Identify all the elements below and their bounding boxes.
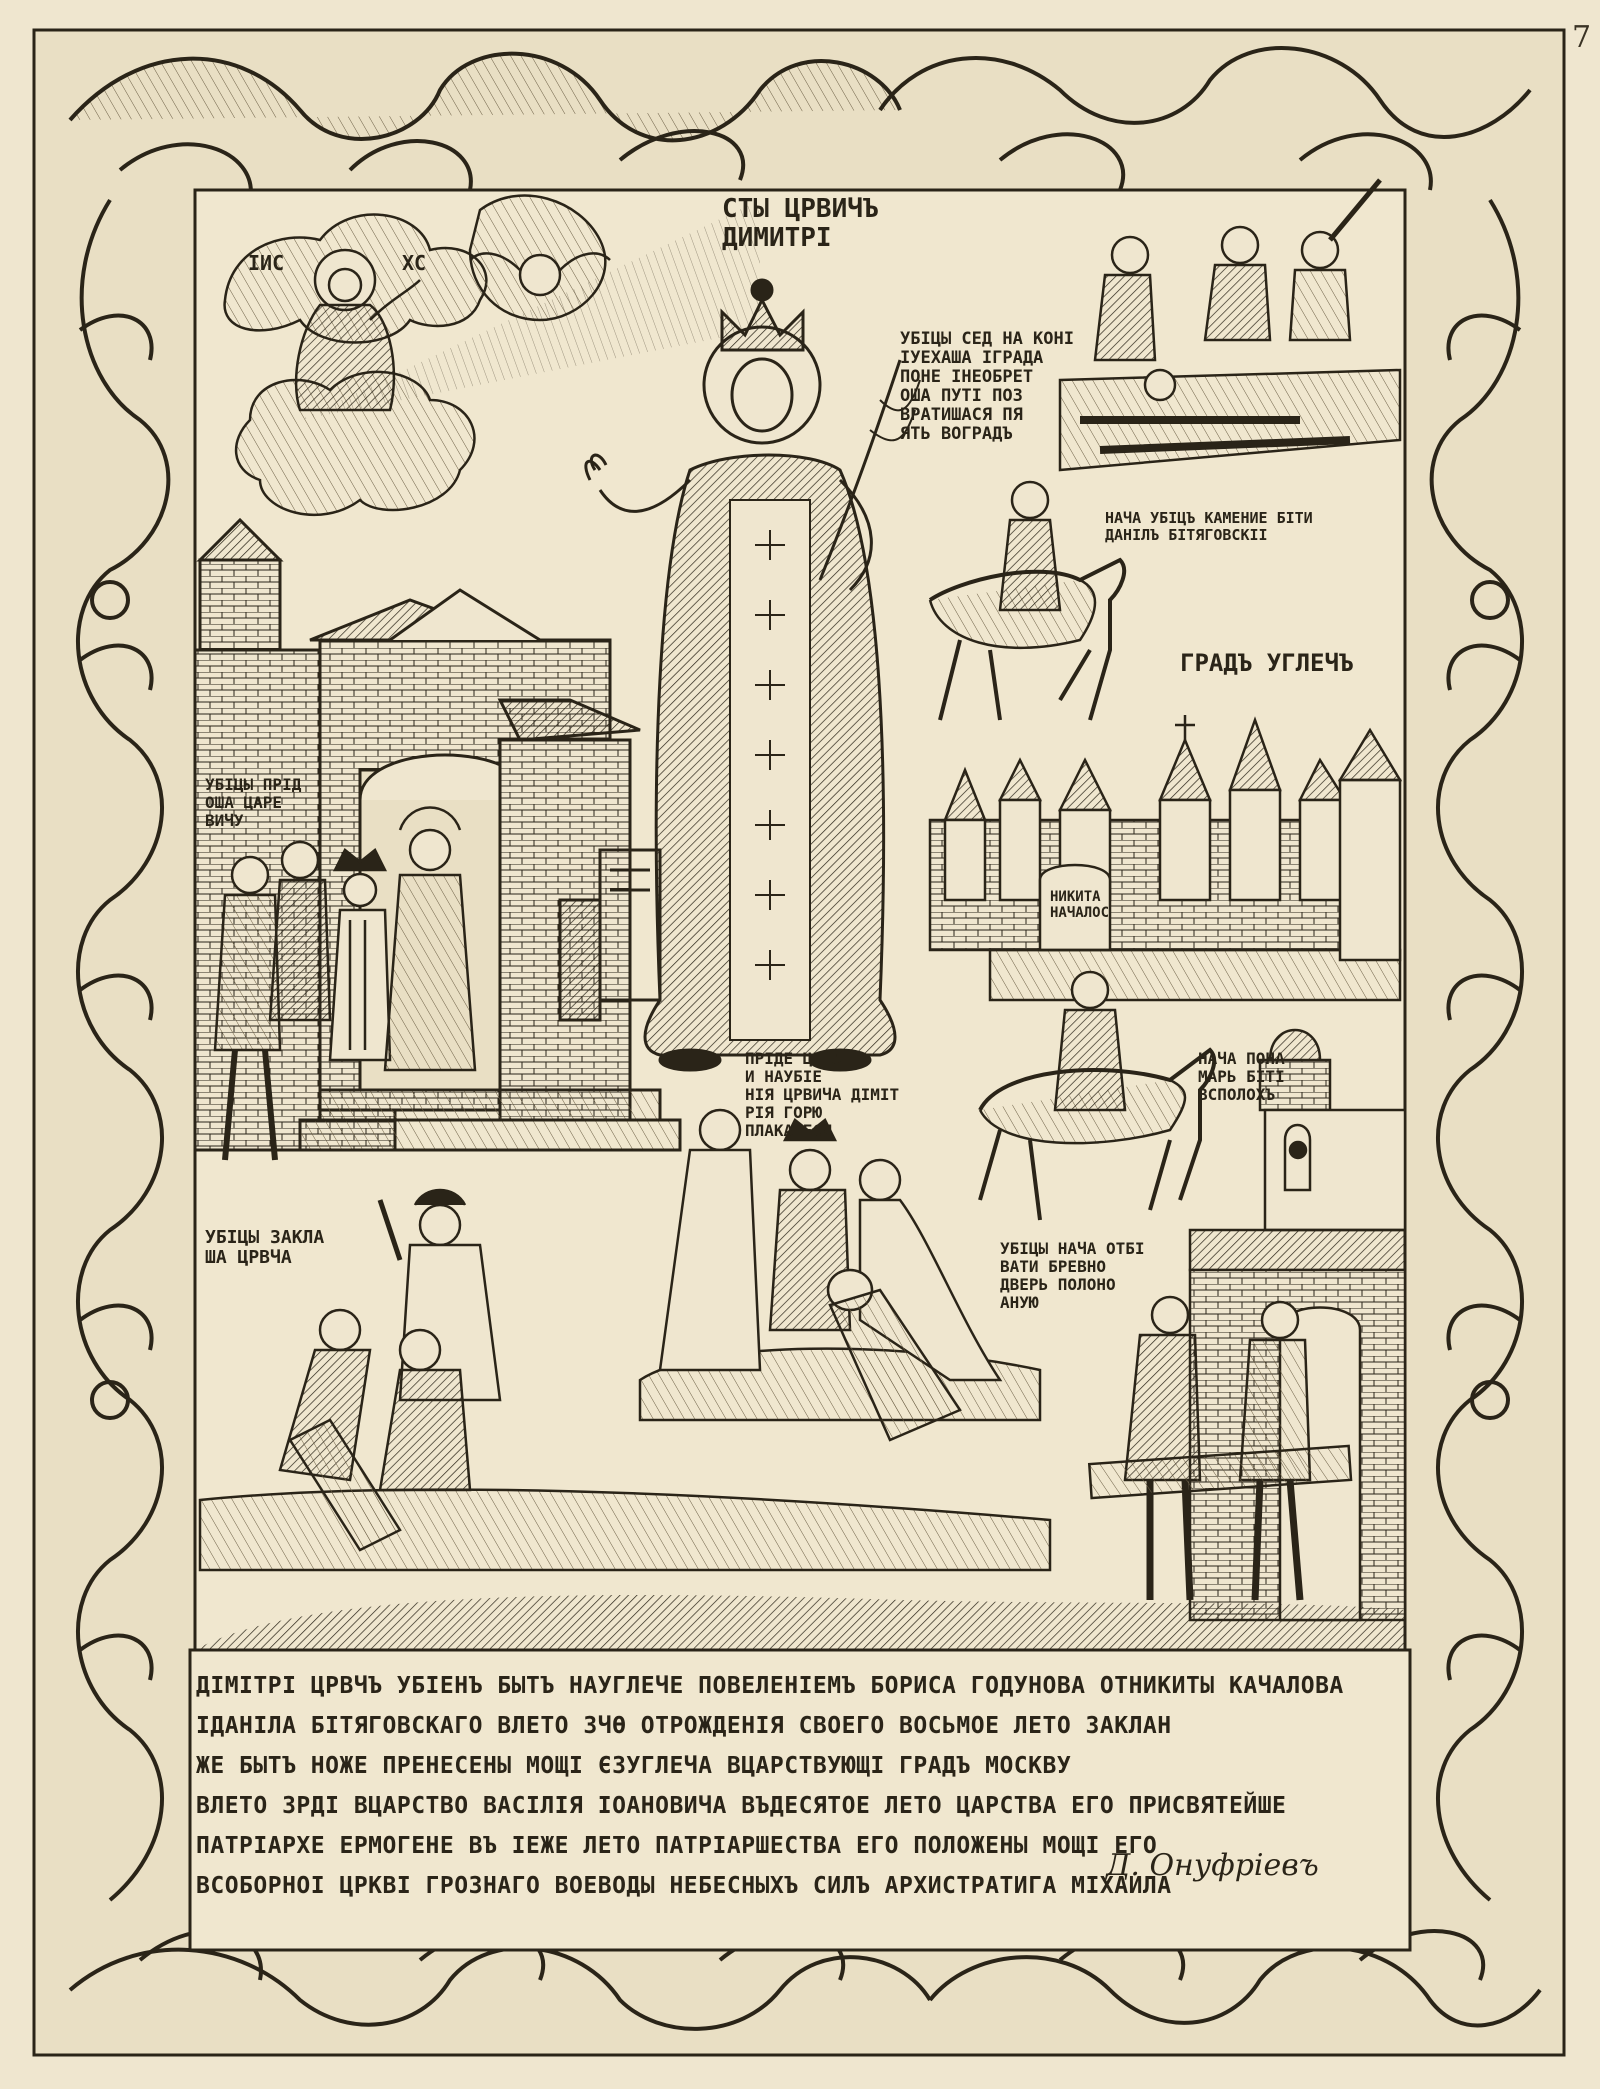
christ-monogram-right: ХС bbox=[402, 251, 427, 275]
saint-title: СТЫ ЦРВИЧЪ ДИМИТРІ bbox=[722, 194, 879, 254]
page-number: 7 bbox=[1572, 20, 1592, 55]
caption-line: ВЛЕТО ЗРДІ ВЦАРСТВО ВАСІЛІЯ ІОАНОВИЧА ВЪДЕСЯТОЕ ЛЕТО ЦАРСТВА ЕГО ПРИСВЯТЕЙШЕ bbox=[196, 1793, 1287, 1819]
caption-line: ДІМІТРІ ЦРВЧЪ УБІЕНЪ БЫТЪ НАУГЛЕЧЕ ПОВЕЛЕНІЕМЪ БОРИСА ГОДУНОВА ОТНИКИТЫ КАЧАЛОВА bbox=[196, 1673, 1344, 1699]
label-murderers-fled: УБІЦЫ СЕД НА КОНІ ІУЕХАША ІГРАДА ПОНЕ ІНЕОБРЕТ ОША ПУТІ ПОЗ ВРАТИШАСЯ ПЯ ЯТЬ ВОГРАДЪ bbox=[900, 329, 1074, 445]
christ-monogram-left: ІИС bbox=[248, 251, 285, 275]
label-murderers-came: УБІЦЫ ПРІД ОША ЦАРЕ ВИЧУ bbox=[205, 775, 302, 830]
caption-line: ПАТРІАРХЕ ЕРМОГЕНЕ ВЪ ІЕЖЕ ЛЕТО ПАТРІАРШЕСТВА ЕГО ПОЛОЖЕНЫ МОЩІ ЕГО bbox=[196, 1833, 1158, 1859]
caption-text bbox=[196, 1666, 1404, 1946]
caption-line: ЖЕ БЫТЪ НОЖЕ ПРЕНЕСЕНЫ МОЩІ ЄЗУГЛЕЧА ВЦАРСТВУЮЩІ ГРАДЪ МОСКВУ bbox=[196, 1753, 1072, 1779]
label-ponomar: НАЧА ПОНА МАРЬ БІТІ ВСПОЛОХЪ bbox=[1198, 1049, 1285, 1104]
caption-line: ІДАНІЛА БІТЯГОВСКАГО ВЛЕТО ЗЧѲ ОТРОЖДЕНІЯ СВОЕГО ВОСЬМОЕ ЛЕТО ЗАКЛАН bbox=[196, 1713, 1172, 1739]
caption-line: ВСОБОРНОІ ЦРКВІ ГРОЗНАГО ВОЕВОДЫ НЕБЕСНЫХЪ СИЛЪ АРХИСТРАТИГА МІХАИЛА bbox=[196, 1873, 1172, 1899]
label-stabbed: УБІЦЫ ЗАКЛА ША ЦРВЧА bbox=[205, 1227, 325, 1269]
label-town-uglich: ГРАДЪ УГЛЕЧЪ bbox=[1180, 649, 1354, 677]
label-nikita: НИКИТА НАЧАЛОС bbox=[1050, 889, 1110, 921]
label-tsarina: ПРІДЕ ЦРЦА И НАУБІЕ НІЯ ЦРВИЧА ДІМІТ РІЯ ГОРЮ ПЛАКАШЕСЯ bbox=[745, 1049, 900, 1140]
label-beam: УБІЦЫ НАЧА ОТБІ ВАТИ БРЕВНО ДВЕРЬ ПОЛОНО АНУЮ bbox=[1000, 1239, 1145, 1312]
engraver-signature: Д. Онуфріевъ bbox=[1106, 1848, 1319, 1883]
label-murderers-beaten: НАЧА УБІЦЪ КАМЕНИЕ БІТИ ДАНІЛЪ БІТЯГОВСКІІ bbox=[1105, 509, 1313, 544]
